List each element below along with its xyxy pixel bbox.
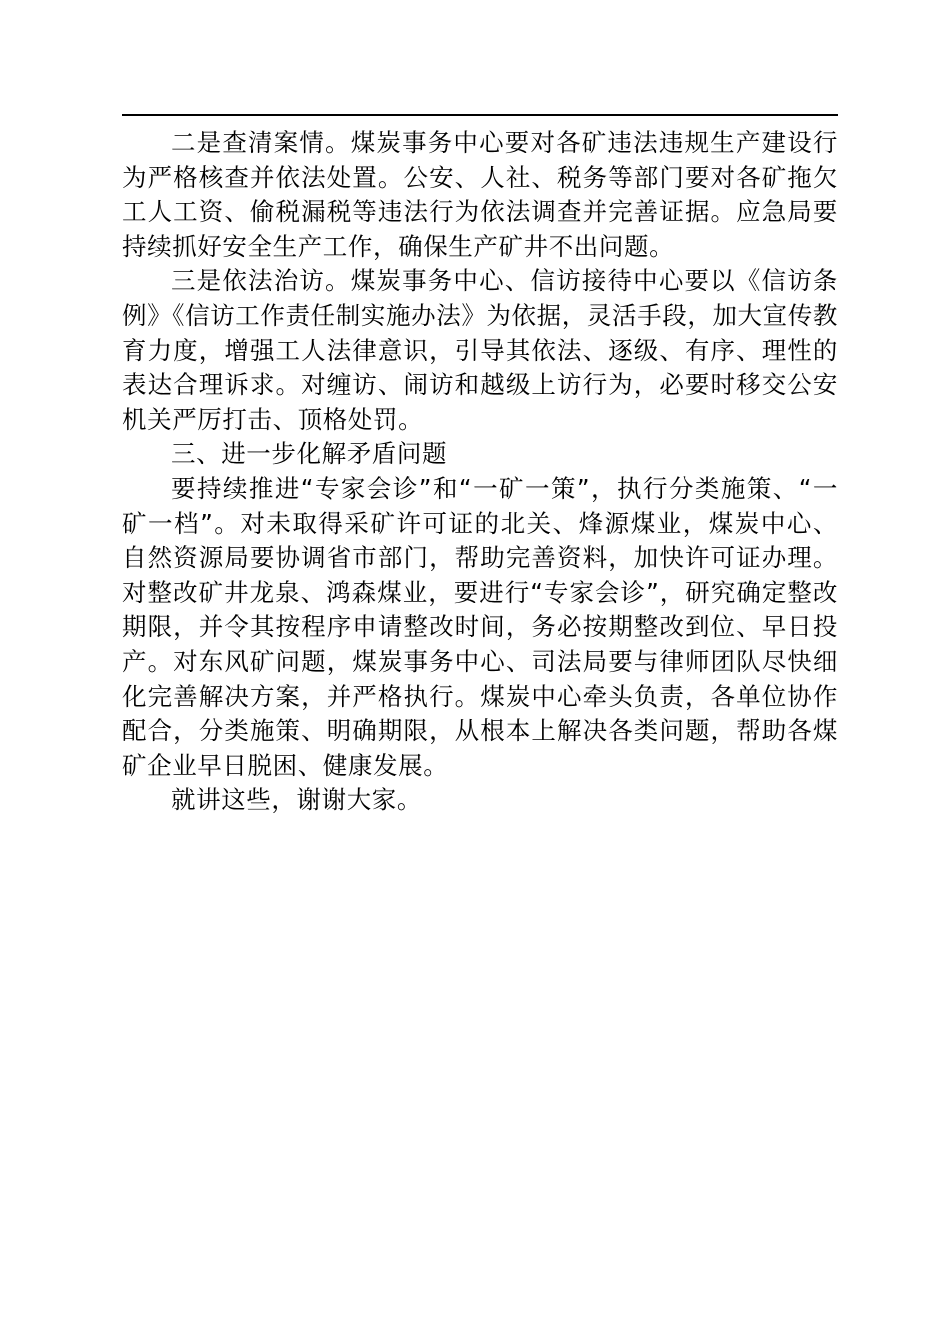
header-rule bbox=[122, 114, 838, 116]
document-body bbox=[122, 126, 838, 818]
paragraph-expert-consultation: 要持续推进“专家会诊”和“一矿一策”，执行分类施策、“一矿一档”。对未取得采矿许可证的北关、烽源煤业，煤炭中心、自然资源局要协调省市部门，帮助完善资料，加快许可证办理。对整改矿井龙泉、鸿森煤业，要进行“专家会诊”，研究确定整改期限，并令其按程序申请整改时间，务必按期整改到位、早日投产。对东风矿问题，煤炭事务中心、司法局要与律师团队尽快细化完善解决方案，并严格执行。煤炭中心牵头负责，各单位协作配合，分类施策、明确期限，从根本上解决各类问题，帮助各煤矿企业早日脱困、健康发展。 bbox=[122, 473, 838, 780]
paragraph-investigate-cases: 二是查清案情。煤炭事务中心要对各矿违法违规生产建设行为严格核查并依法处置。公安、人社、税务等部门要对各矿拖欠工人工资、偷税漏税等违法行为依法调查并完善证据。应急局要持续抓好安全生产工作，确保生产矿井不出问题。 bbox=[122, 128, 838, 261]
section-heading-resolve-conflicts: 三、进一步化解矛盾问题 bbox=[171, 439, 448, 469]
paragraph-closing-remarks: 就讲这些，谢谢大家。 bbox=[171, 785, 422, 815]
paragraph-lawful-petition-handling: 三是依法治访。煤炭事务中心、信访接待中心要以《信访条例》《信访工作责任制实施办法》为依据，灵活手段，加大宣传教育力度，增强工人法律意识，引导其依法、逐级、有序、理性的表达合理诉求。对缠访、闹访和越级上访行为，必要时移交公安机关严厉打击、顶格处罚。 bbox=[122, 266, 838, 434]
